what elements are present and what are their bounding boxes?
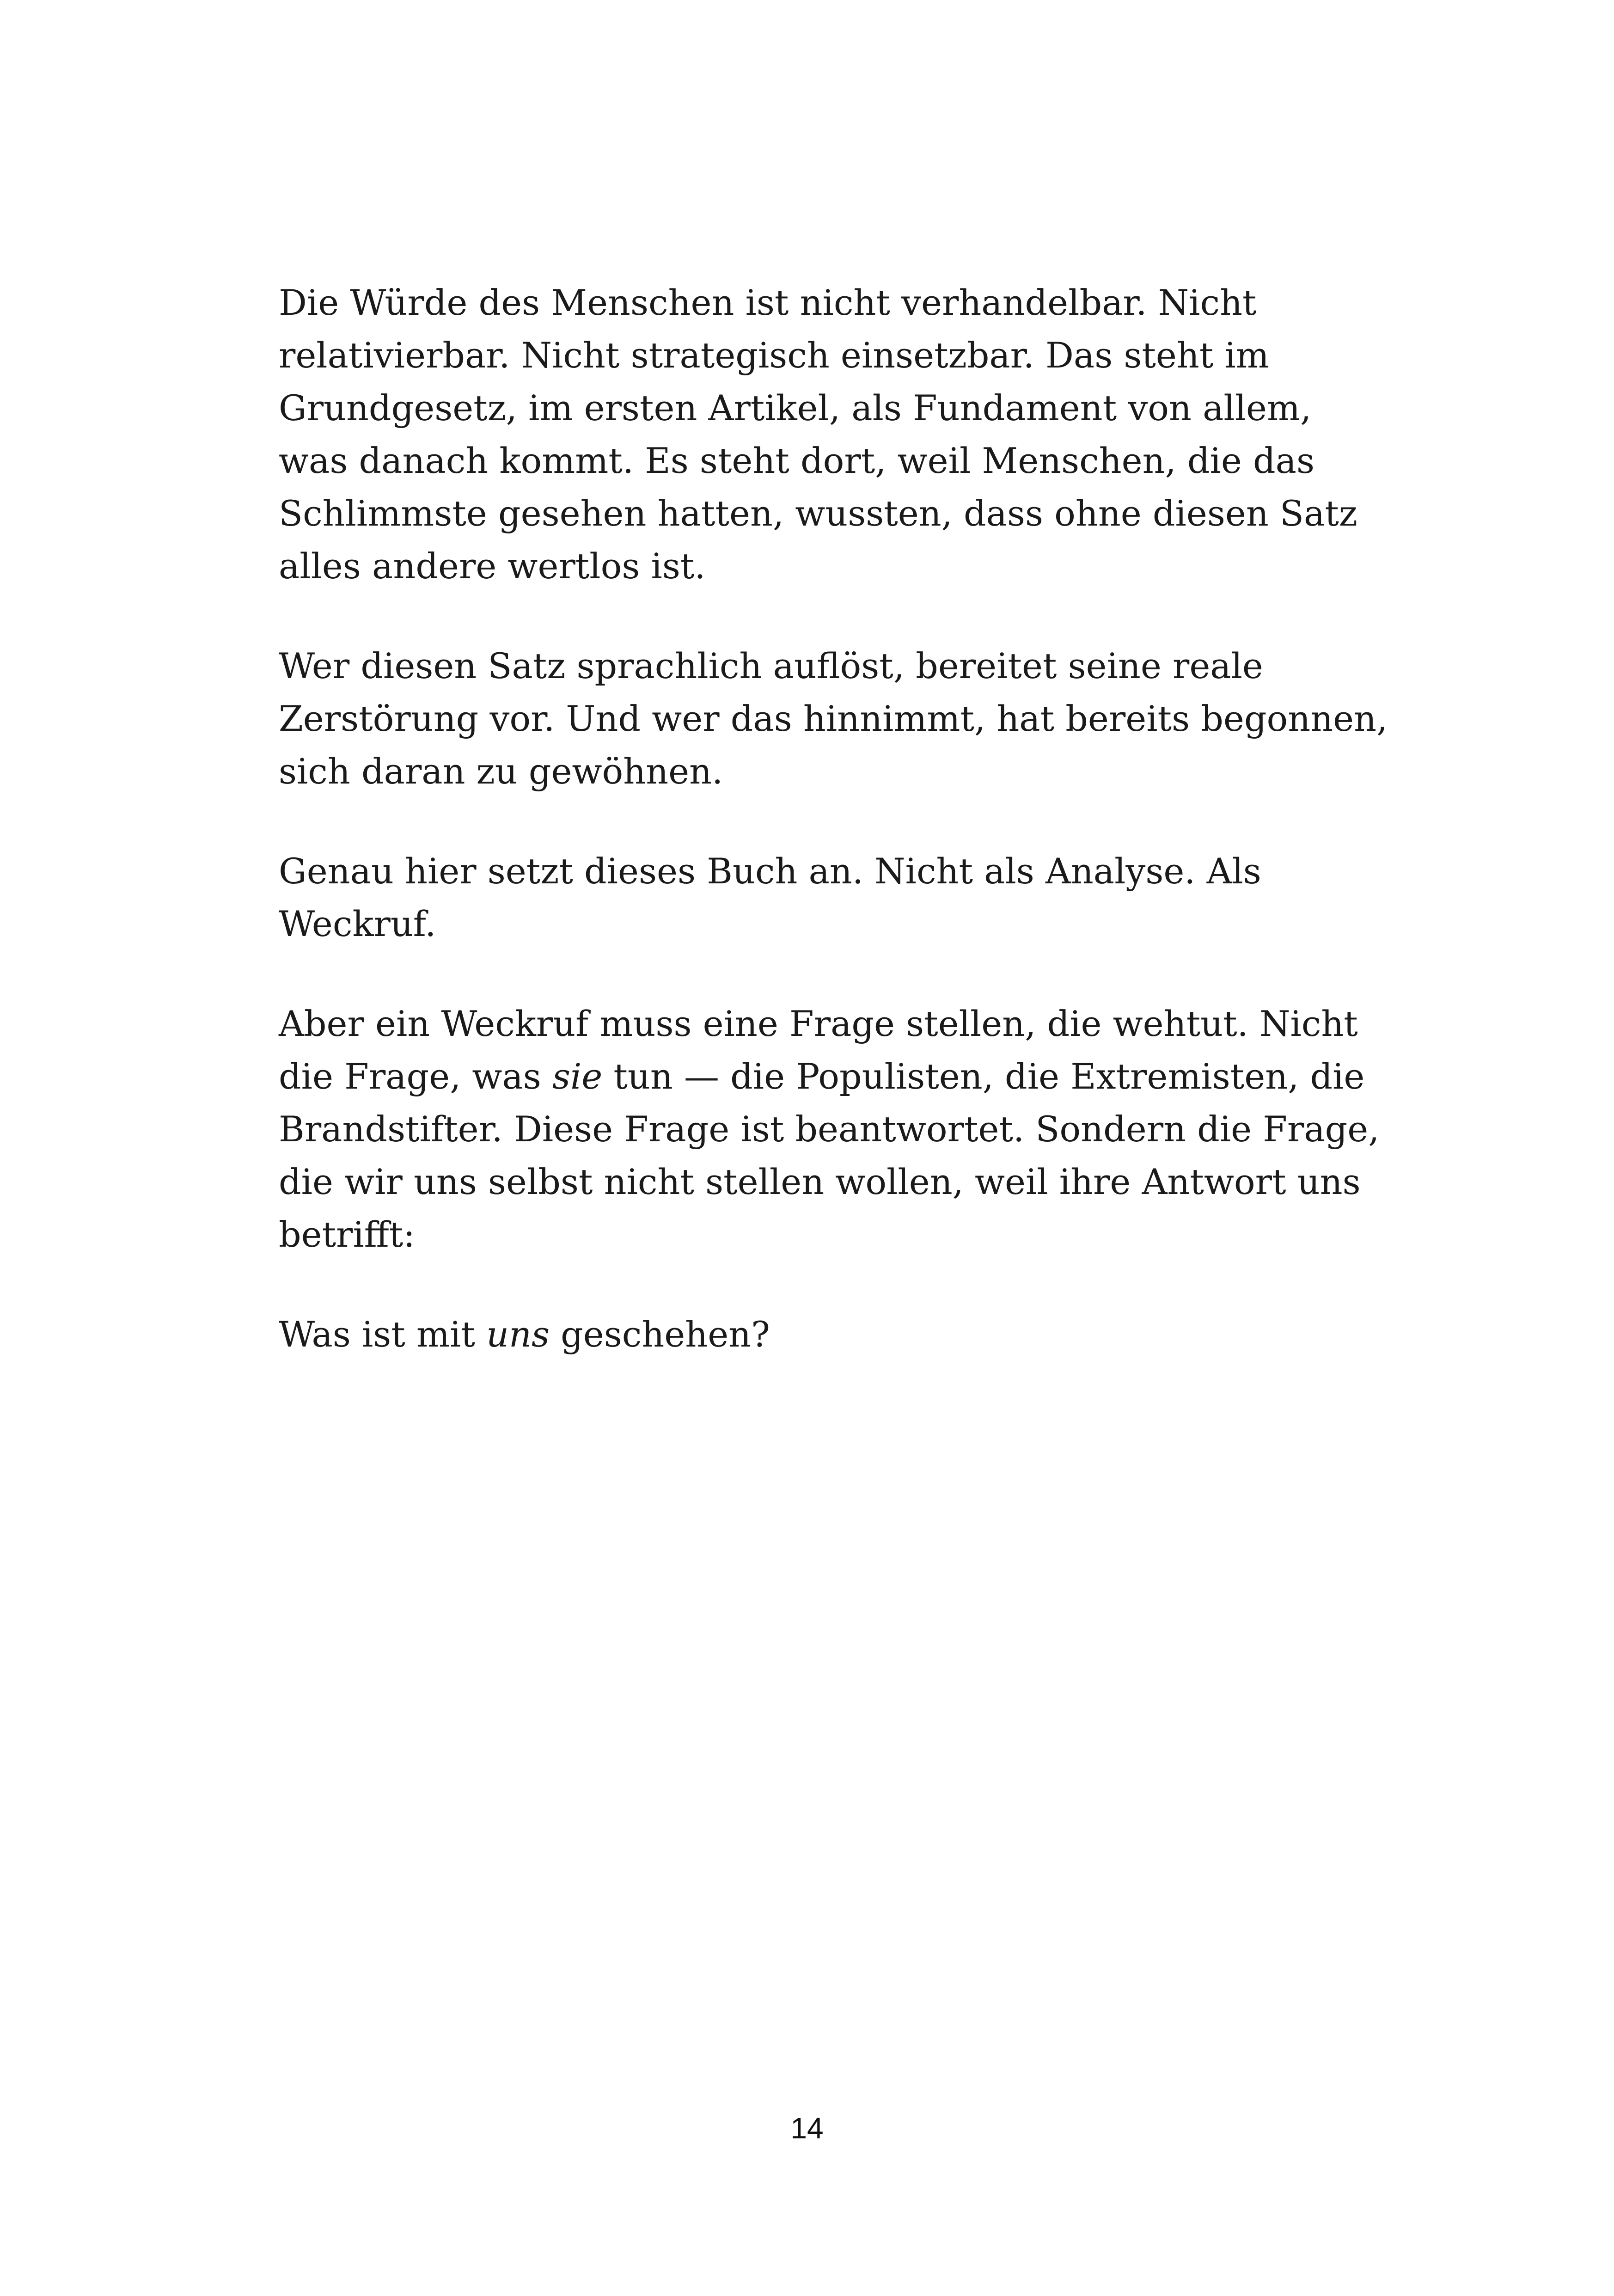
emphasis-text: uns: [486, 1314, 550, 1355]
text-line: die wir uns selbst nicht stellen wollen, weil ihre Antwort uns: [279, 1161, 1361, 1202]
text-line: betrifft:: [279, 1214, 415, 1255]
text-line: Die Würde des Menschen ist nicht verhandelbar. Nicht: [279, 282, 1257, 323]
text-line: relativierbar. Nicht strategisch einsetzbar. Das steht im: [279, 335, 1269, 376]
text-line: Grundgesetz, im ersten Artikel, als Fundament von allem,: [279, 387, 1312, 429]
paragraph-4: [279, 998, 1397, 1261]
paragraph-3: [279, 845, 1397, 950]
text-line: [279, 1308, 1397, 1361]
text-line: Aber ein Weckruf muss eine Frage stellen, die wehtut. Nicht: [279, 1003, 1358, 1044]
text-line: [279, 1050, 1397, 1103]
text-line: sich daran zu gewöhnen.: [279, 751, 723, 792]
text-segment: die Frage, was: [279, 1056, 552, 1097]
paragraph-1: [279, 276, 1397, 593]
text-line: Schlimmste gesehen hatten, wussten, dass ohne diesen Satz: [279, 493, 1357, 534]
text-line: Zerstörung vor. Und wer das hinnimmt, hat bereits begonnen,: [279, 698, 1388, 739]
paragraph-2: [279, 640, 1397, 798]
text-segment: geschehen?: [549, 1314, 770, 1355]
emphasis-text: sie: [552, 1056, 603, 1097]
text-segment: tun — die Populisten, die Extremisten, die: [602, 1056, 1365, 1097]
text-line: was danach kommt. Es steht dort, weil Menschen, die das: [279, 440, 1314, 481]
text-line: Genau hier setzt dieses Buch an. Nicht als Analyse. Als: [279, 851, 1261, 892]
paragraph-5: [279, 1308, 1397, 1361]
body-text: [279, 276, 1397, 1408]
text-line: Brandstifter. Diese Frage ist beantwortet. Sondern die Frage,: [279, 1108, 1380, 1150]
text-segment: Was ist mit: [279, 1314, 487, 1355]
text-line: Weckruf.: [279, 903, 436, 944]
text-line: Wer diesen Satz sprachlich auflöst, bereitet seine reale: [279, 645, 1263, 686]
page-number: 14: [790, 2112, 824, 2145]
text-line: alles andere wertlos ist.: [279, 545, 706, 587]
